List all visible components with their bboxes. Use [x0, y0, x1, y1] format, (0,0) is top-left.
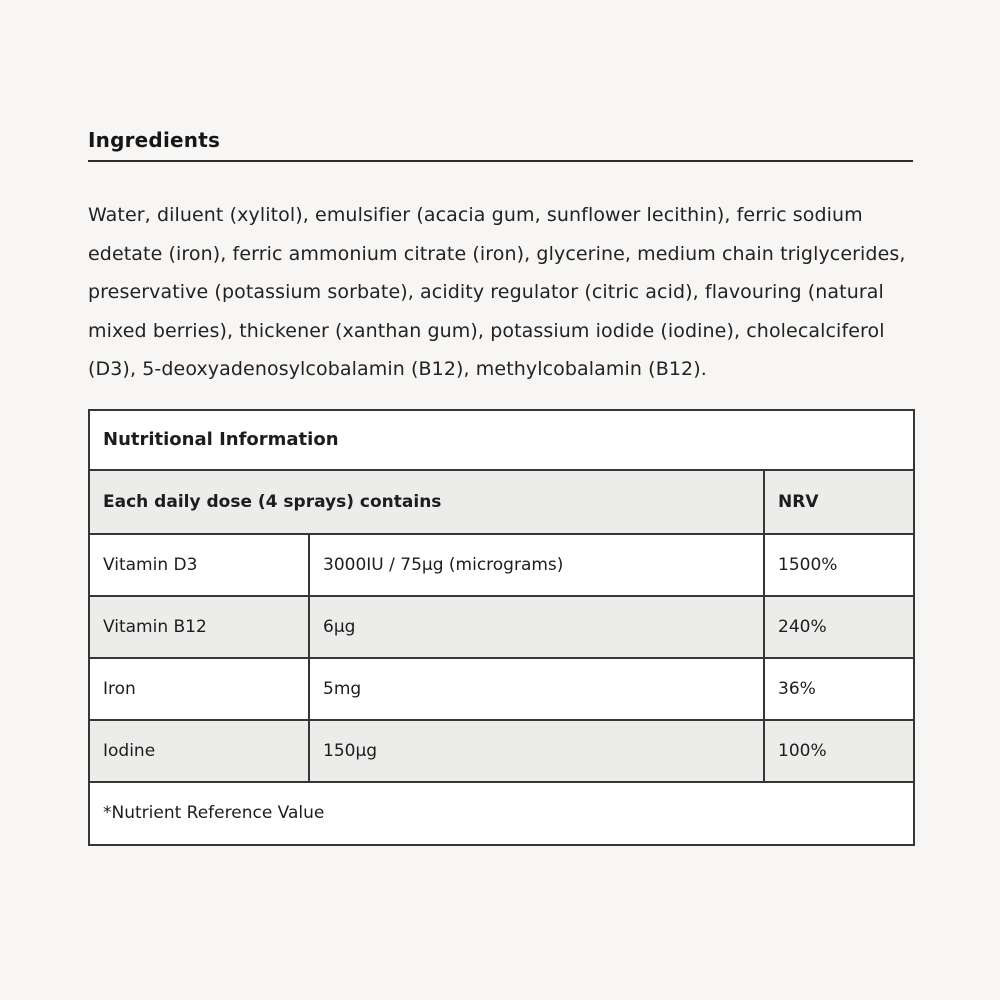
nutrient-name-cell: Vitamin D3: [89, 534, 309, 596]
table-row: [89, 720, 914, 782]
nutrient-amount-cell: 150µg: [309, 720, 764, 782]
table-title: Nutritional Information: [89, 410, 914, 470]
nutrient-name-cell: Vitamin B12: [89, 596, 309, 658]
nutrient-nrv-cell: 36%: [764, 658, 914, 720]
ingredients-text: Water, diluent (xylitol), emulsifier (acacia gum, sunflower lecithin), ferric sodium edetate (iron), ferric ammonium citrate (iron), glycerine, medium chain triglycerides, preservative (potassium sorbate), acidity regulator (citric acid), flavouring (natural mixed berries), thickener (xanthan gum), potassium iodide (iodine), cholecalciferol (D3), 5-deoxyadenosylcobalamin (B12), methylcobalamin (B12).: [88, 204, 906, 380]
table-row: [89, 534, 914, 596]
nutrient-name-cell: Iron: [89, 658, 309, 720]
nutrient-nrv-cell: 1500%: [764, 534, 914, 596]
nutrient-amount-cell: 3000IU / 75µg (micrograms): [309, 534, 764, 596]
ingredients-heading: Ingredients: [88, 128, 913, 162]
nrv-column-header: NRV: [764, 470, 914, 534]
nutrient-amount-cell: 6µg: [309, 596, 764, 658]
dose-column-header: Each daily dose (4 sprays) contains: [89, 470, 764, 534]
table-row: [89, 658, 914, 720]
table-row: [89, 596, 914, 658]
nutrient-nrv-cell: 240%: [764, 596, 914, 658]
table-footnote-row: [89, 782, 914, 845]
nrv-footnote: *Nutrient Reference Value: [89, 782, 914, 845]
nutritional-information-table: [88, 409, 915, 846]
nutrient-nrv-cell: 100%: [764, 720, 914, 782]
table-title-row: [89, 410, 914, 470]
nutrient-amount-cell: 5mg: [309, 658, 764, 720]
product-details-section: [88, 0, 913, 846]
table-header-row: [89, 470, 914, 534]
nutrient-name-cell: Iodine: [89, 720, 309, 782]
